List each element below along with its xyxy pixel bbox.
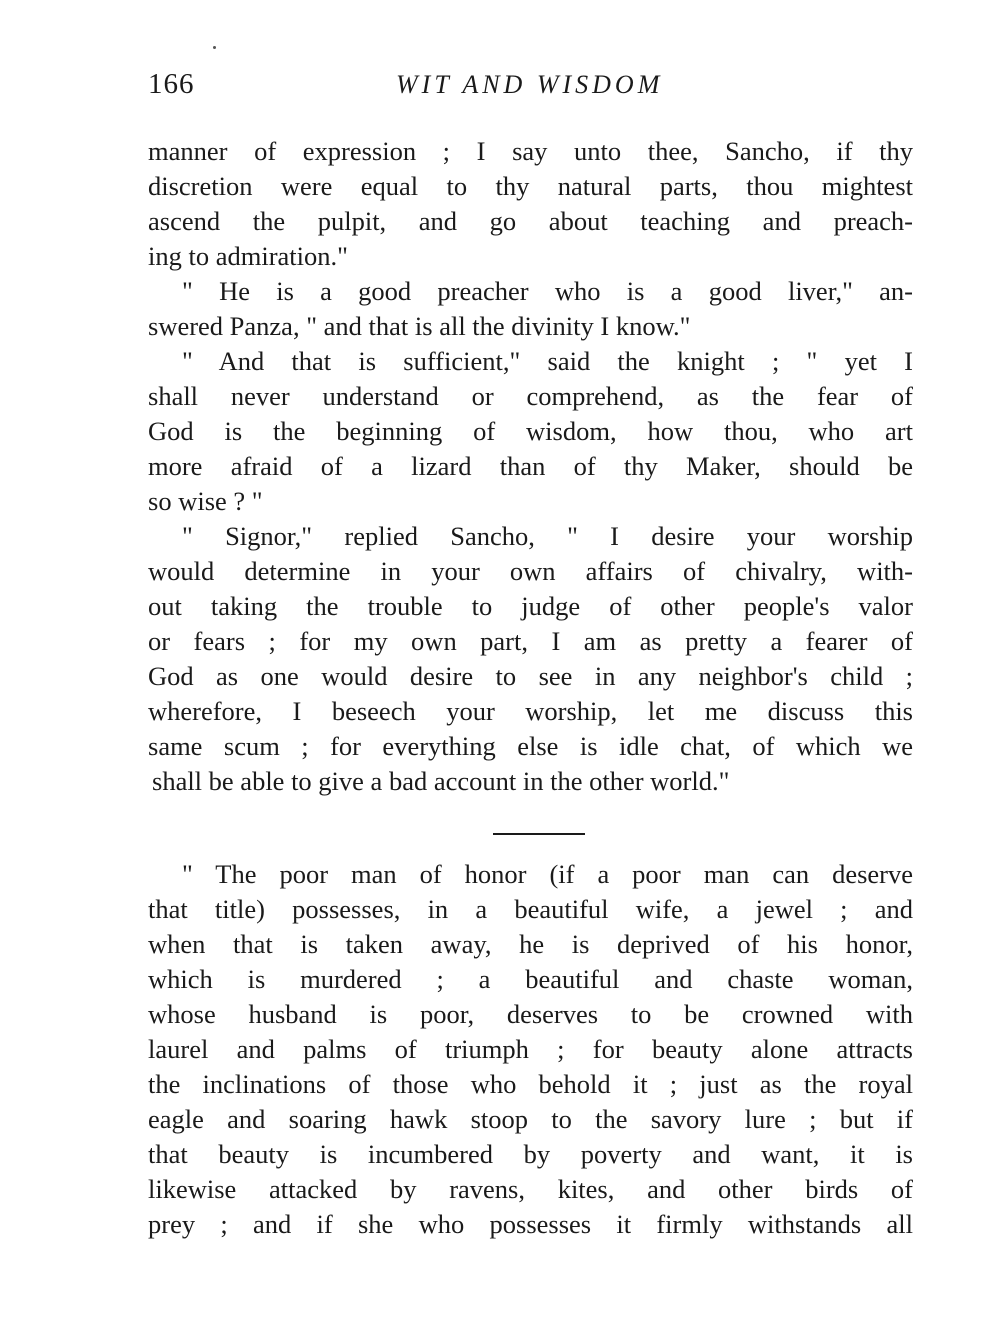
text-line: " The poor man of honor (if a poor man can deserve <box>182 859 913 889</box>
text-line: likewise attacked by ravens, kites, and other birds of <box>148 1174 913 1204</box>
paragraph <box>148 519 913 799</box>
page-number: 166 <box>148 68 195 100</box>
paragraph <box>148 344 913 519</box>
text-line: same scum ; for everything else is idle chat, of which we <box>148 731 913 761</box>
print-speck <box>213 46 216 49</box>
text-line: out taking the trouble to judge of other people's valor <box>148 591 913 621</box>
text-line: discretion were equal to thy natural parts, thou mightest <box>148 171 913 201</box>
paragraph <box>148 857 913 1242</box>
text-line: " And that is sufficient," said the knight ; " yet I <box>182 346 913 376</box>
text-line: that beauty is incumbered by poverty and want, it is <box>148 1139 913 1169</box>
text-line: whose husband is poor, deserves to be crowned with <box>148 999 913 1029</box>
text-line: God as one would desire to see in any neighbor's child ; <box>148 661 913 691</box>
section-divider <box>493 833 585 835</box>
text-line: the inclinations of those who behold it ; just as the royal <box>148 1069 913 1099</box>
text-line: which is murdered ; a beautiful and chaste woman, <box>148 964 913 994</box>
text-line: that title) possesses, in a beautiful wife, a jewel ; and <box>148 894 913 924</box>
running-head <box>148 68 913 108</box>
paragraph <box>148 134 913 274</box>
text-line: ing to admiration." <box>148 241 348 271</box>
text-line: wherefore, I beseech your worship, let me discuss this <box>148 696 913 726</box>
text-line: so wise ? " <box>148 486 263 516</box>
text-line: " He is a good preacher who is a good liver," an- <box>182 276 913 306</box>
running-title: WIT AND WISDOM <box>396 70 664 99</box>
text-line: when that is taken away, he is deprived of his honor, <box>148 929 913 959</box>
text-line: ascend the pulpit, and go about teaching and preach- <box>148 206 913 236</box>
text-line: " Signor," replied Sancho, " I desire your worship <box>182 521 913 551</box>
text-line: God is the beginning of wisdom, how thou, who art <box>148 416 913 446</box>
text-line: or fears ; for my own part, I am as pretty a fearer of <box>148 626 913 656</box>
text-line: eagle and soaring hawk stoop to the savory lure ; but if <box>148 1104 913 1134</box>
text-line: manner of expression ; I say unto thee, Sancho, if thy <box>148 136 913 166</box>
text-line: more afraid of a lizard than of thy Maker, should be <box>148 451 913 481</box>
text-line: prey ; and if she who possesses it firmly withstands all <box>148 1209 913 1239</box>
paragraph <box>148 274 913 344</box>
text-line: shall never understand or comprehend, as the fear of <box>148 381 913 411</box>
body-text <box>148 134 913 1242</box>
text-line: laurel and palms of triumph ; for beauty alone attracts <box>148 1034 913 1064</box>
text-line: would determine in your own affairs of chivalry, with- <box>148 556 913 586</box>
text-line: shall be able to give a bad account in the other world." <box>152 766 730 796</box>
text-line: swered Panza, " and that is all the divinity I know." <box>148 311 691 341</box>
